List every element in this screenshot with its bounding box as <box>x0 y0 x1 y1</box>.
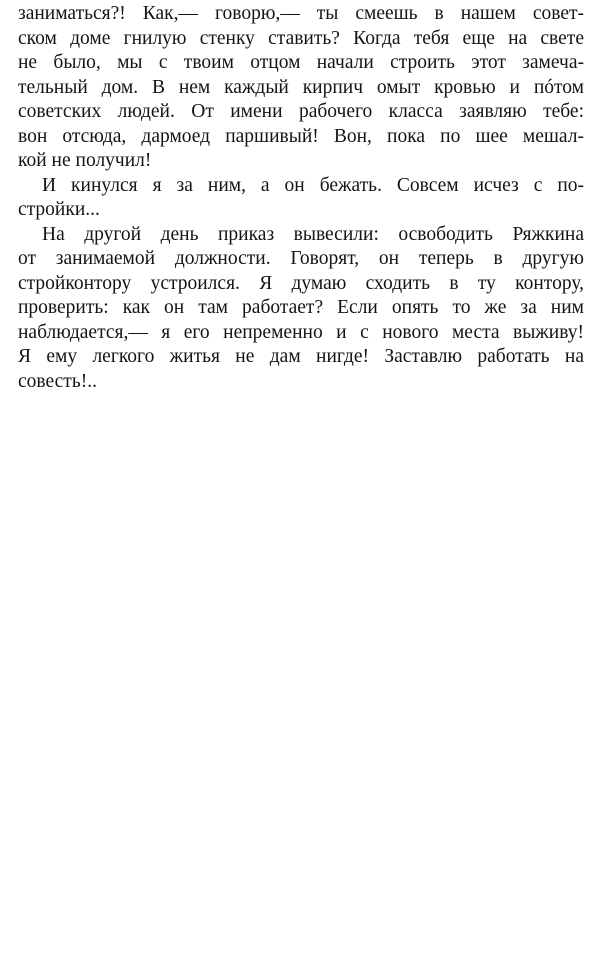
text-line: ском доме гнилую стенку ставить? Когда тебя еще на свете <box>18 27 584 49</box>
text-line: Я ему легкого житья не дам нигде! Заставлю работать на <box>18 346 584 367</box>
text-line: от занимаемой должности. Говорят, он теперь в другую <box>18 248 584 269</box>
text-line: И кинулся я за ним, а он бежать. Совсем исчез с по- <box>42 174 584 196</box>
text-line: не было, мы с твоим отцом начали строить этот замеча- <box>18 52 584 73</box>
text-line: наблюдается,— я его непременно и с нового места выживу! <box>18 321 584 343</box>
text-line: проверить: как он там работает? Если опять то же за ним <box>18 297 584 318</box>
text-line: стройки... <box>18 199 100 220</box>
paragraph-3 <box>18 223 584 395</box>
text-line: тельный дом. В нем каждый кирпич омыт кровью и пóтом <box>18 76 584 98</box>
text-line: стройконтору устроился. Я думаю сходить в ту контору, <box>18 272 584 294</box>
text-line: заниматься?! Как,— говорю,— ты смеешь в нашем совет- <box>18 3 584 24</box>
page-text <box>18 2 584 394</box>
text-line: На другой день приказ вывесили: освободить Ряжкина <box>42 223 584 245</box>
text-line: кой не получил! <box>18 150 152 171</box>
text-line: советских людей. От имени рабочего класса заявляю тебе: <box>18 101 584 122</box>
paragraph-1 <box>18 2 584 174</box>
text-line: совесть!.. <box>18 370 97 392</box>
text-line: вон отсюда, дармоед паршивый! Вон, пока по шее мешал- <box>18 125 584 147</box>
paragraph-2 <box>18 174 584 223</box>
